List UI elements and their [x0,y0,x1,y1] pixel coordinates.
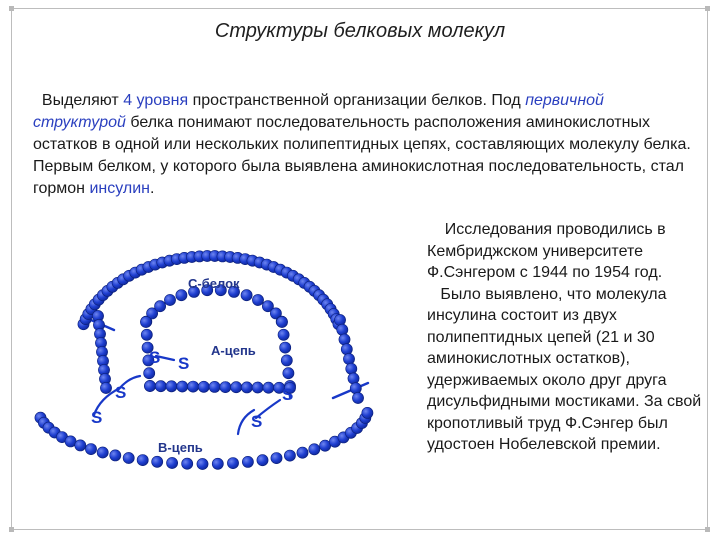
amino-acid-bead [152,456,163,467]
amino-acid-bead [297,447,308,458]
intro-text-1: Выделяют [41,92,124,109]
sulfur-label: S [251,412,263,431]
amino-acid-bead [350,383,361,394]
intro-text-2: пространственной организации белков. Под [188,92,526,109]
levels-highlight: 4 уровня [123,92,189,109]
amino-acid-bead [144,380,155,391]
amino-acid-bead [241,382,252,393]
side-paragraph-research-text: Исследования проводились в Кембриджском университете Ф.Сэнгером с 1944 по 1954 год. [427,221,666,281]
intro-paragraph [33,90,693,200]
amino-acid-bead [271,453,282,464]
amino-acid-bead [252,294,263,305]
amino-acid-bead [155,301,166,312]
amino-acid-bead [209,381,220,392]
amino-acid-bead [144,368,155,379]
amino-acid-bead [85,444,96,455]
amino-acid-bead [362,407,373,418]
amino-acid-bead [176,290,187,301]
amino-acid-bead [177,381,188,392]
insulin-term: инсулин [89,180,150,197]
amino-acid-bead [242,456,253,467]
amino-acid-bead [188,381,199,392]
sulfur-label: S [282,385,294,404]
amino-acid-bead [284,450,295,461]
amino-acid-bead [100,382,111,393]
frame-corner [9,527,14,532]
amino-acid-bead [141,329,152,340]
b-chain-label: В-цепь [158,440,203,455]
sulfur-label: S [115,383,127,402]
c-peptide-label: С-белок [188,276,240,291]
diagram-links [91,320,368,434]
amino-acid-bead [241,290,252,301]
amino-acid-bead [334,314,345,325]
amino-acid-bead [140,316,151,327]
amino-acid-bead [276,316,287,327]
amino-acid-bead [231,382,242,393]
frame-corner [705,527,710,532]
amino-acid-bead [252,382,263,393]
a-chain-label: А-цепь [211,343,256,358]
amino-acid-bead [337,324,348,335]
amino-acid-bead [309,444,320,455]
frame-corner [705,6,710,11]
amino-acid-bead [110,450,121,461]
amino-acid-bead [164,294,175,305]
amino-acid-bead [75,440,86,451]
amino-acid-bead [339,334,350,345]
side-text [427,219,702,456]
amino-acid-bead [263,382,274,393]
amino-acid-bead [182,458,193,469]
amino-acid-bead [220,382,231,393]
intro-text-4: . [150,180,155,197]
amino-acid-bead [155,381,166,392]
amino-acid-bead [343,353,354,364]
side-paragraph-findings [427,284,702,456]
sulfur-label: S [178,354,190,373]
side-paragraph-research [427,219,702,284]
sulfur-label: S [149,348,161,367]
amino-acid-bead [341,344,352,355]
amino-acid-bead [97,447,108,458]
amino-acid-bead [278,329,289,340]
amino-acid-bead [166,381,177,392]
primary-structure-term: первичной структурой [33,92,604,131]
amino-acid-bead [283,368,294,379]
amino-acid-bead [348,373,359,384]
amino-acid-bead [198,381,209,392]
amino-acid-bead [257,455,268,466]
sulfur-label: S [91,408,103,427]
frame-corner [9,6,14,11]
intro-text-3: белка понимают последовательность расположения аминокислотных остатков в одной или нескольких полипептидных цепях, составляющих молекулу белка. Первым белком, у которого была выявлена аминокислотная последовательность, стал гормон [33,114,691,197]
amino-acid-bead [352,392,363,403]
amino-acid-bead [212,458,223,469]
amino-acid-bead [167,457,178,468]
amino-acid-bead [227,458,238,469]
insulin-structure-diagram [28,238,398,470]
amino-acid-bead [123,452,134,463]
side-paragraph-findings-text: Было выявлено, что молекула инсулина состоит из двух полипептидных цепей (21 и 30 аминокислотных остатков), удерживаемых около друг друга дисульфидными мостиками. За свой кропотливый труд Ф.Сэнгер был удостоен Нобелевской премии. [427,285,702,453]
amino-acid-bead [346,363,357,374]
amino-acid-bead [197,458,208,469]
amino-acid-bead [280,342,291,353]
slide-title: Структуры белковых молекул [214,20,506,42]
amino-acid-bead [137,455,148,466]
amino-acid-bead [281,355,292,366]
